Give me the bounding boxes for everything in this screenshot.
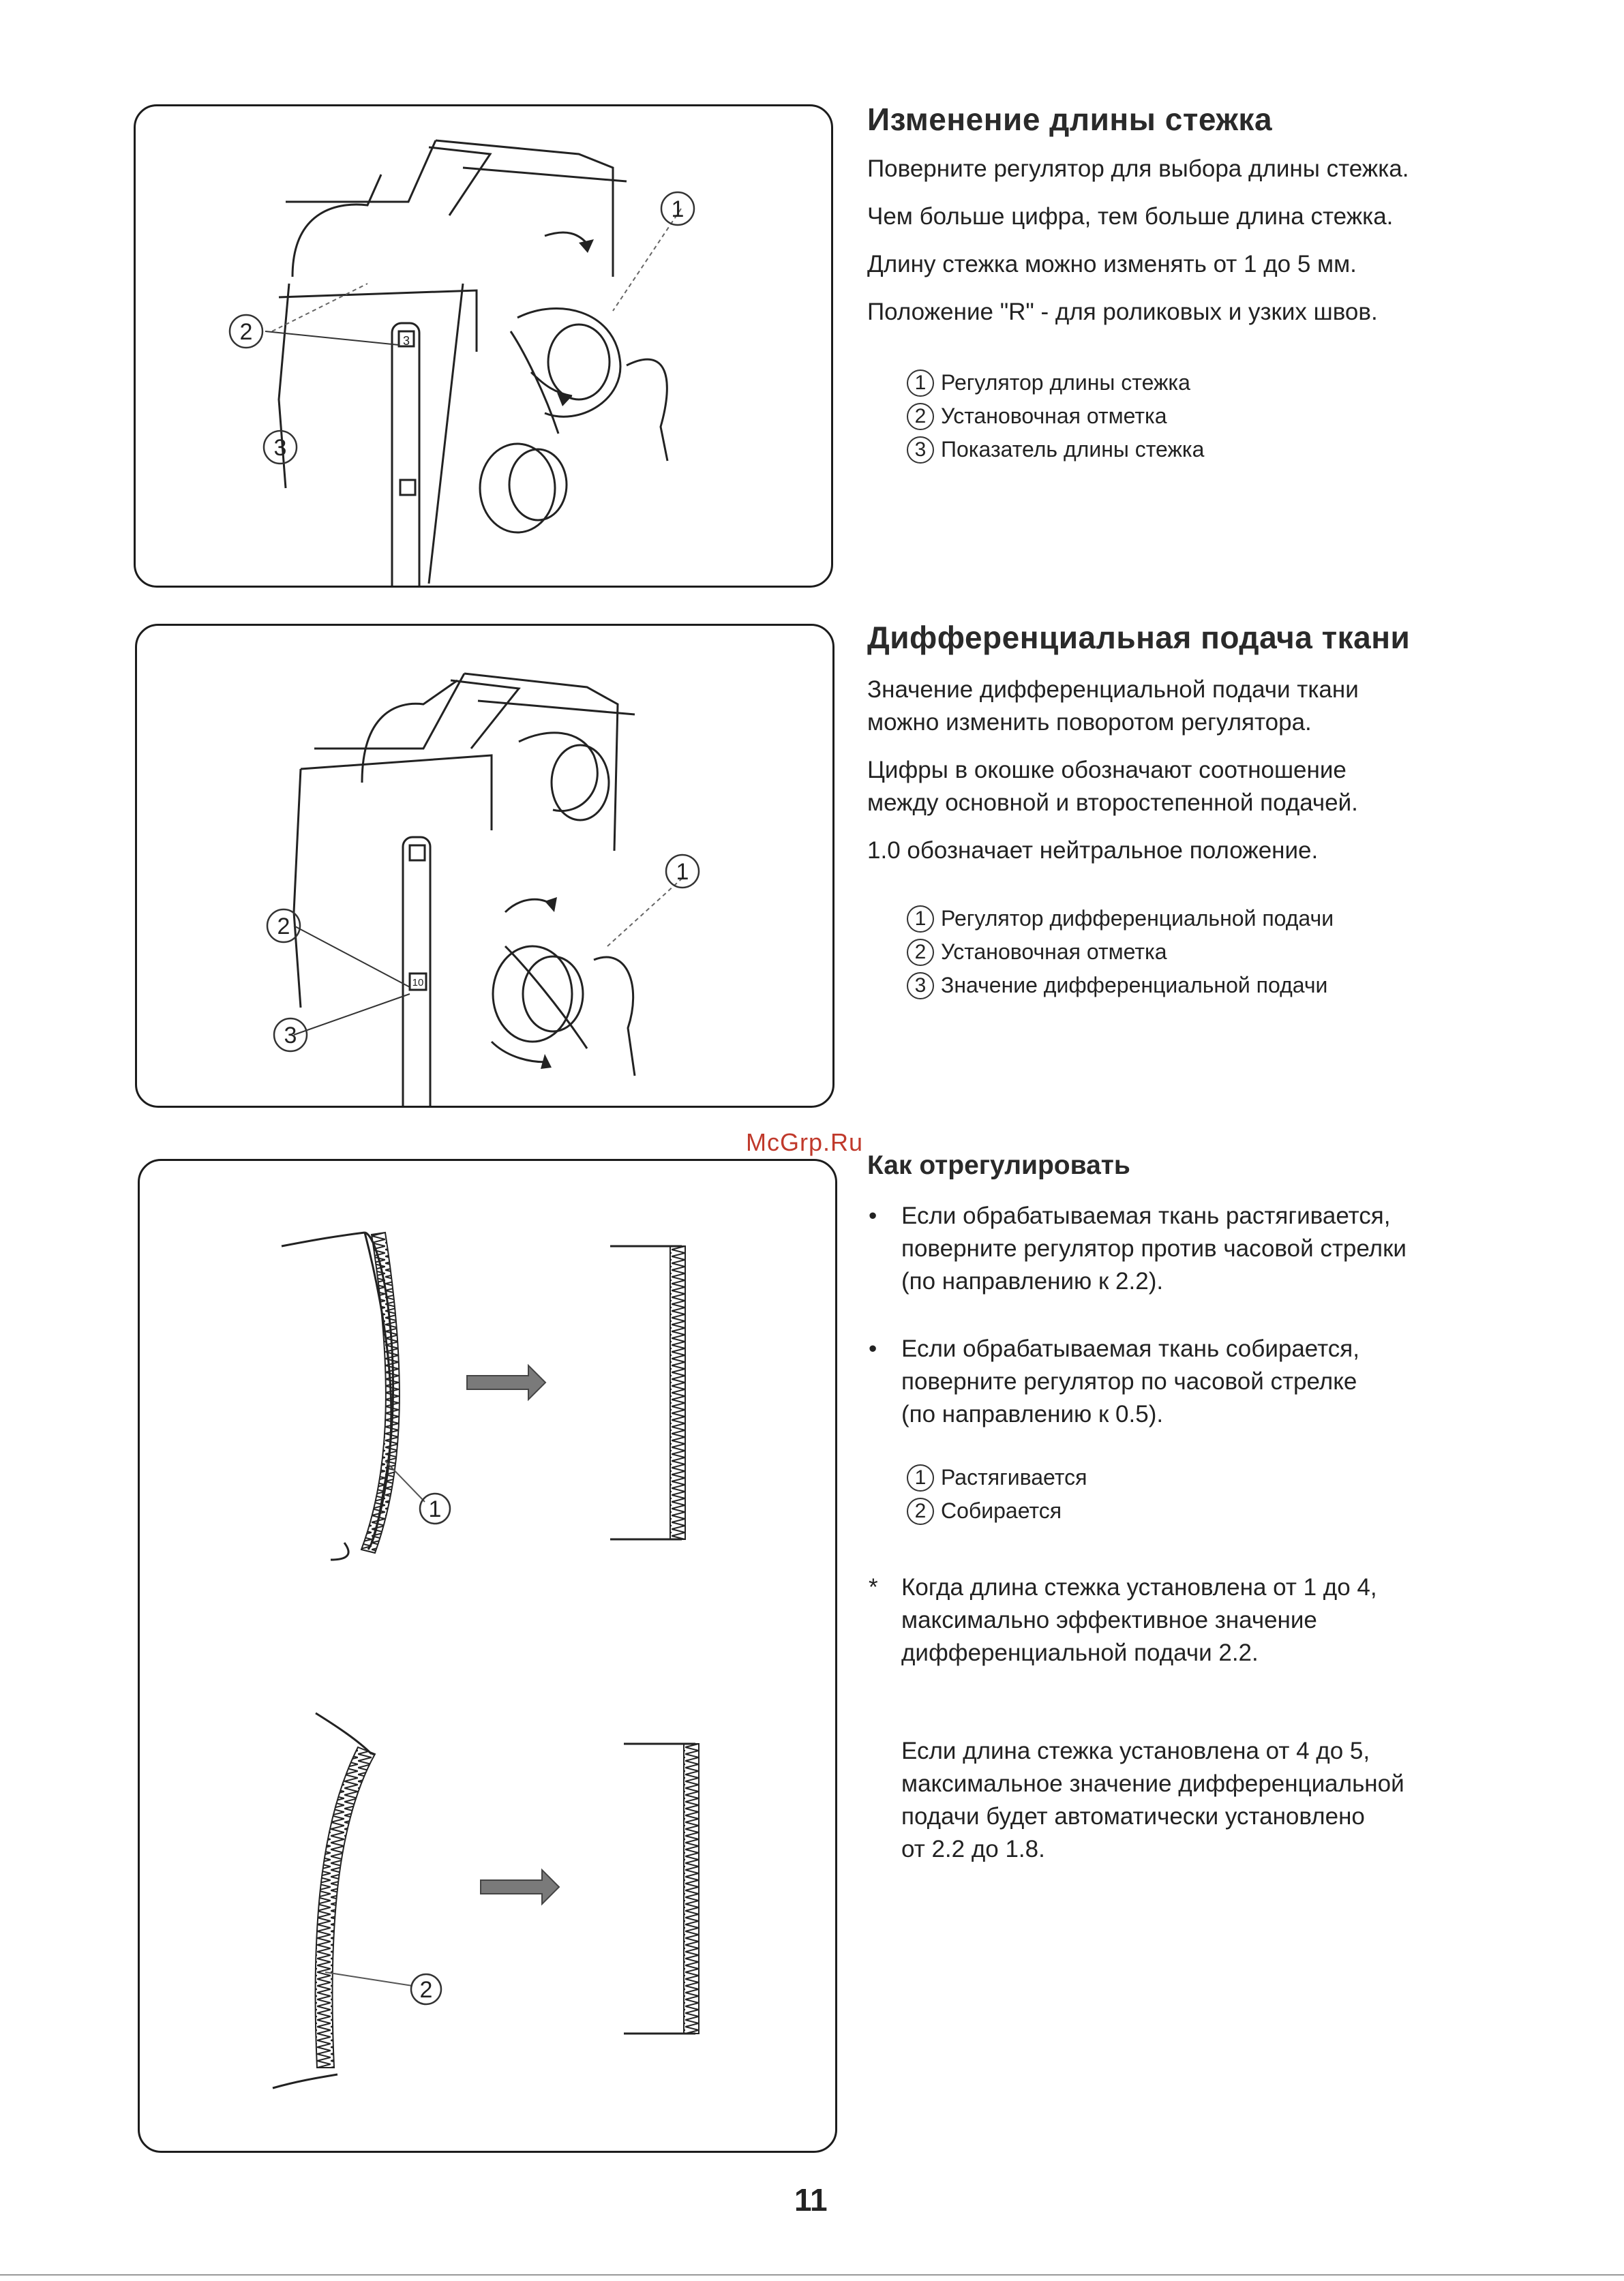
- figure-fabric-adjustment: [138, 1159, 837, 2153]
- section-stitch-length: [867, 101, 1576, 329]
- bullet-mark: •: [869, 1203, 877, 1229]
- bullet-stretches: • Если обрабатываемая ткань растягивается, поверните регулятор против часовой стрелки (по направлению к 2.2).: [901, 1200, 1569, 1298]
- legend-item: 1 Регулятор дифференциальной подачи: [907, 902, 1334, 935]
- paragraph: Чем больше цифра, тем больше длина стежка.: [867, 203, 1394, 230]
- paragraph: между основной и второстепенной подачей.: [867, 789, 1358, 816]
- stitch-length-illustration: [136, 106, 831, 586]
- note-stitch-1-4: * Когда длина стежка установлена от 1 до 4, максимально эффективное значение дифференциальной подачи 2.2.: [901, 1571, 1569, 1670]
- legend-item: 2 Установочная отметка: [907, 935, 1334, 969]
- figure-differential-feed: [135, 624, 834, 1108]
- section-how-to-adjust: [867, 1151, 1576, 1181]
- legend-differential-feed: [907, 902, 1334, 1002]
- legend-item: 3 Показатель длины стежка: [907, 433, 1204, 466]
- legend-stitch-length: [907, 366, 1204, 466]
- page-number: 11: [794, 2182, 828, 2218]
- section-title: Изменение длины стежка: [867, 102, 1273, 137]
- section-title: Дифференциальная подача ткани: [867, 620, 1411, 655]
- section-title: Как отрегулировать: [867, 1151, 1130, 1180]
- watermark: McGrp.Ru: [746, 1128, 864, 1156]
- paragraph: Положение "R" - для роликовых и узких швов.: [867, 299, 1378, 325]
- callout-1: 1: [428, 1496, 442, 1522]
- callout-2: 2: [239, 319, 253, 345]
- callout-2: 2: [277, 913, 290, 939]
- paragraph: Значение дифференциальной подачи ткани: [867, 676, 1359, 703]
- paragraph: Поверните регулятор для выбора длины стежка.: [867, 155, 1409, 182]
- legend-item: 3 Значение дифференциальной подачи: [907, 969, 1334, 1002]
- paragraph: Цифры в окошке обозначают соотношение: [867, 757, 1347, 783]
- callout-1: 1: [676, 859, 689, 885]
- callout-3: 3: [284, 1023, 297, 1048]
- callout-2: 2: [419, 1977, 433, 2003]
- legend-item: 2 Собирается: [907, 1494, 1087, 1528]
- figure-stitch-length: [134, 104, 833, 588]
- note-stitch-4-5: Если длина стежка установлена от 4 до 5, максимальное значение дифференциальной подачи будет автоматически установлено от 2.2 до 1.8.: [901, 1738, 1404, 1862]
- paragraph: Длину стежка можно изменять от 1 до 5 мм.: [867, 251, 1357, 277]
- legend-item: 2 Установочная отметка: [907, 399, 1204, 433]
- page-edge-line: [0, 2274, 1624, 2276]
- feed-window-digit: 10: [412, 977, 424, 988]
- section-differential-feed: [867, 619, 1576, 867]
- paragraph: можно изменить поворотом регулятора.: [867, 709, 1312, 736]
- bullet-mark: •: [869, 1335, 877, 1362]
- fabric-adjustment-illustration: [140, 1161, 835, 2151]
- paragraph: 1.0 обозначает нейтральное положение.: [867, 837, 1319, 864]
- callout-1: 1: [671, 196, 685, 222]
- legend-adjustment: [907, 1461, 1087, 1528]
- note-mark: *: [869, 1574, 878, 1601]
- length-window-digit: 3: [402, 334, 410, 348]
- callout-3: 3: [273, 435, 287, 461]
- legend-item: 1 Растягивается: [907, 1461, 1087, 1494]
- legend-item: 1 Регулятор длины стежка: [907, 366, 1204, 399]
- bullet-gathers: • Если обрабатываемая ткань собирается, поверните регулятор по часовой стрелке (по направлению к 0.5).: [901, 1333, 1569, 1431]
- differential-feed-illustration: [137, 626, 832, 1106]
